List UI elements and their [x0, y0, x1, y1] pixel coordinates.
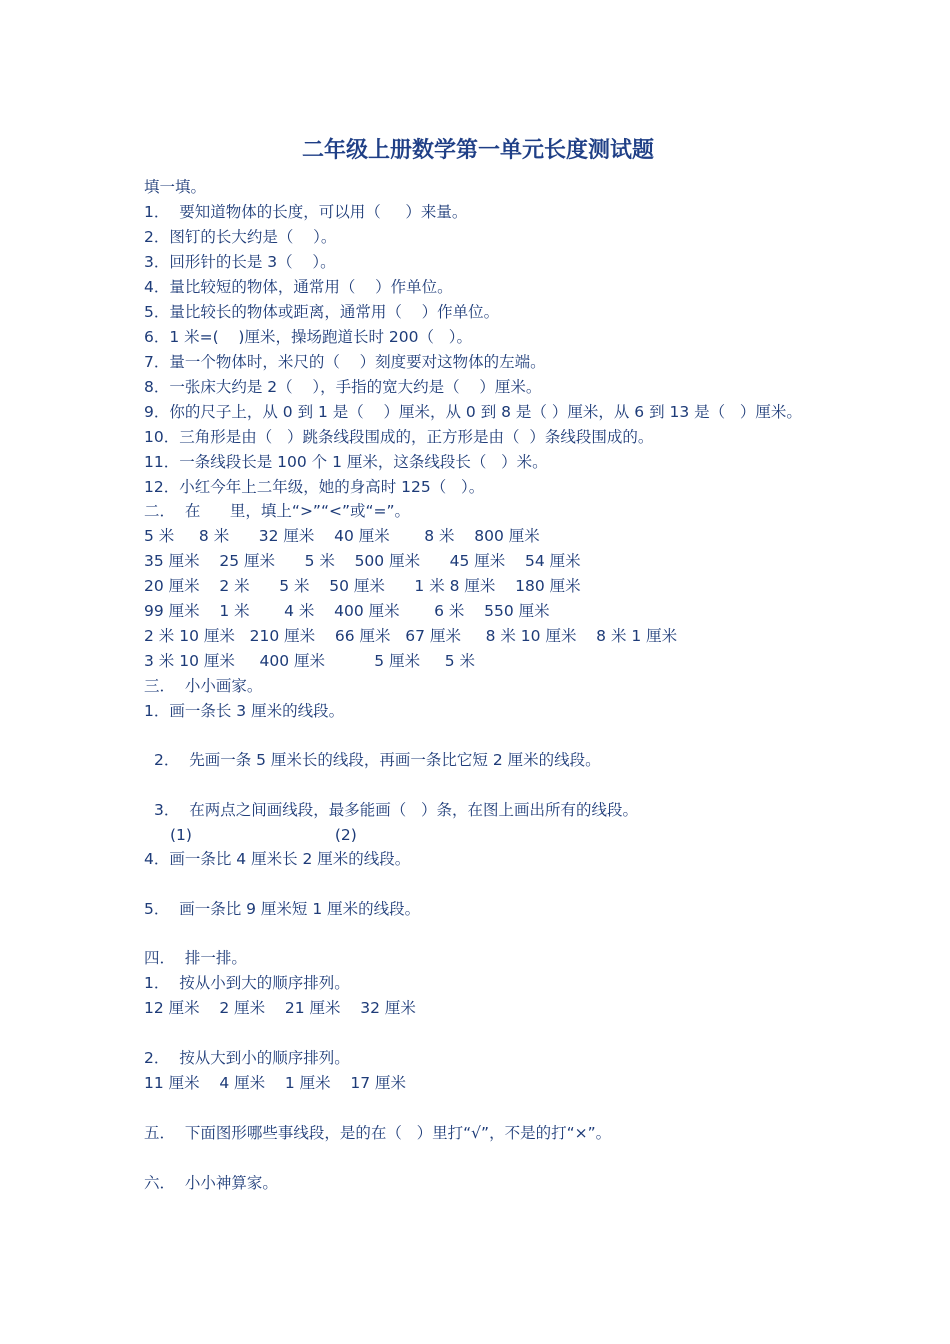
text-line: 2 米 10 厘米 210 厘米 66 厘米 67 厘米 8 米 10 厘米 8 米 1 厘米 — [144, 627, 678, 645]
text-line: 2． 按从大到小的顺序排列。 — [144, 1049, 350, 1067]
text-line: 10．三角形是由（ ）跳条线段围成的，正方形是由（ ）条线段围成的。 — [144, 428, 654, 446]
text-line: 11．一条线段长是 100 个 1 厘米，这条线段长（ ）米。 — [144, 453, 548, 471]
text-line: 1．画一条长 3 厘米的线段。 — [144, 702, 345, 720]
text-line: 5． 画一条比 9 厘米短 1 厘米的线段。 — [144, 900, 421, 918]
text-line: 五． 下面图形哪些事线段，是的在（ ）里打“√”，不是的打“×”。 — [144, 1124, 612, 1142]
text-line: 3 米 10 厘米 400 厘米 5 厘米 5 米 — [144, 652, 475, 670]
text-line: 7．量一个物体时，米尺的（ ）刻度要对这物体的左端。 — [144, 353, 546, 371]
text-line: 6．1 米=( )厘米，操场跑道长时 200（ ）。 — [144, 328, 472, 346]
text-line: 1． 要知道物体的长度，可以用（ ）来量。 — [144, 203, 468, 221]
text-line: 11 厘米 4 厘米 1 厘米 17 厘米 — [144, 1074, 407, 1092]
text-line: 二． 在 里，填上“>”“<”或“=”。 — [144, 502, 411, 520]
text-line: 12．小红今年上二年级，她的身高时 125（ ）。 — [144, 478, 485, 496]
document-title: 二年级上册数学第一单元长度测试题 — [301, 138, 654, 163]
text-line: 4．量比较短的物体，通常用（ ）作单位。 — [144, 278, 453, 296]
text-line: 99 厘米 1 米 4 米 400 厘米 6 米 550 厘米 — [144, 602, 550, 620]
text-line: 六． 小小神算家。 — [144, 1174, 278, 1192]
text-line: 2．图钉的长大约是（ ）。 — [144, 228, 337, 246]
text-line: 1． 按从小到大的顺序排列。 — [144, 974, 350, 992]
text-line: 9．你的尺子上，从 0 到 1 是（ ）厘米，从 0 到 8 是（ ）厘米，从 6 到 13 是（ ）厘米。 — [144, 403, 802, 421]
text-line: (1) (2) — [170, 826, 357, 844]
text-line: 20 厘米 2 米 5 米 50 厘米 1 米 8 厘米 180 厘米 — [144, 577, 581, 595]
text-line: 2． 先画一条 5 厘米长的线段，再画一条比它短 2 厘米的线段。 — [154, 751, 601, 769]
text-line: 4．画一条比 4 厘米长 2 厘米的线段。 — [144, 850, 411, 868]
text-line: 8．一张床大约是 2（ ），手指的宽大约是（ ）厘米。 — [144, 378, 542, 396]
text-line: 5 米 8 米 32 厘米 40 厘米 8 米 800 厘米 — [144, 527, 540, 545]
text-line: 3． 在两点之间画线段，最多能画（ ）条，在图上画出所有的线段。 — [154, 801, 638, 819]
text-line: 四． 排一排。 — [144, 949, 247, 967]
text-line: 填一填。 — [144, 178, 207, 196]
text-line: 5．量比较长的物体或距离，通常用（ ）作单位。 — [144, 303, 500, 321]
text-line: 3．回形针的长是 3（ ）。 — [144, 253, 336, 271]
text-line: 三． 小小画家。 — [144, 677, 263, 695]
text-line: 12 厘米 2 厘米 21 厘米 32 厘米 — [144, 999, 416, 1017]
text-line: 35 厘米 25 厘米 5 米 500 厘米 45 厘米 54 厘米 — [144, 552, 581, 570]
